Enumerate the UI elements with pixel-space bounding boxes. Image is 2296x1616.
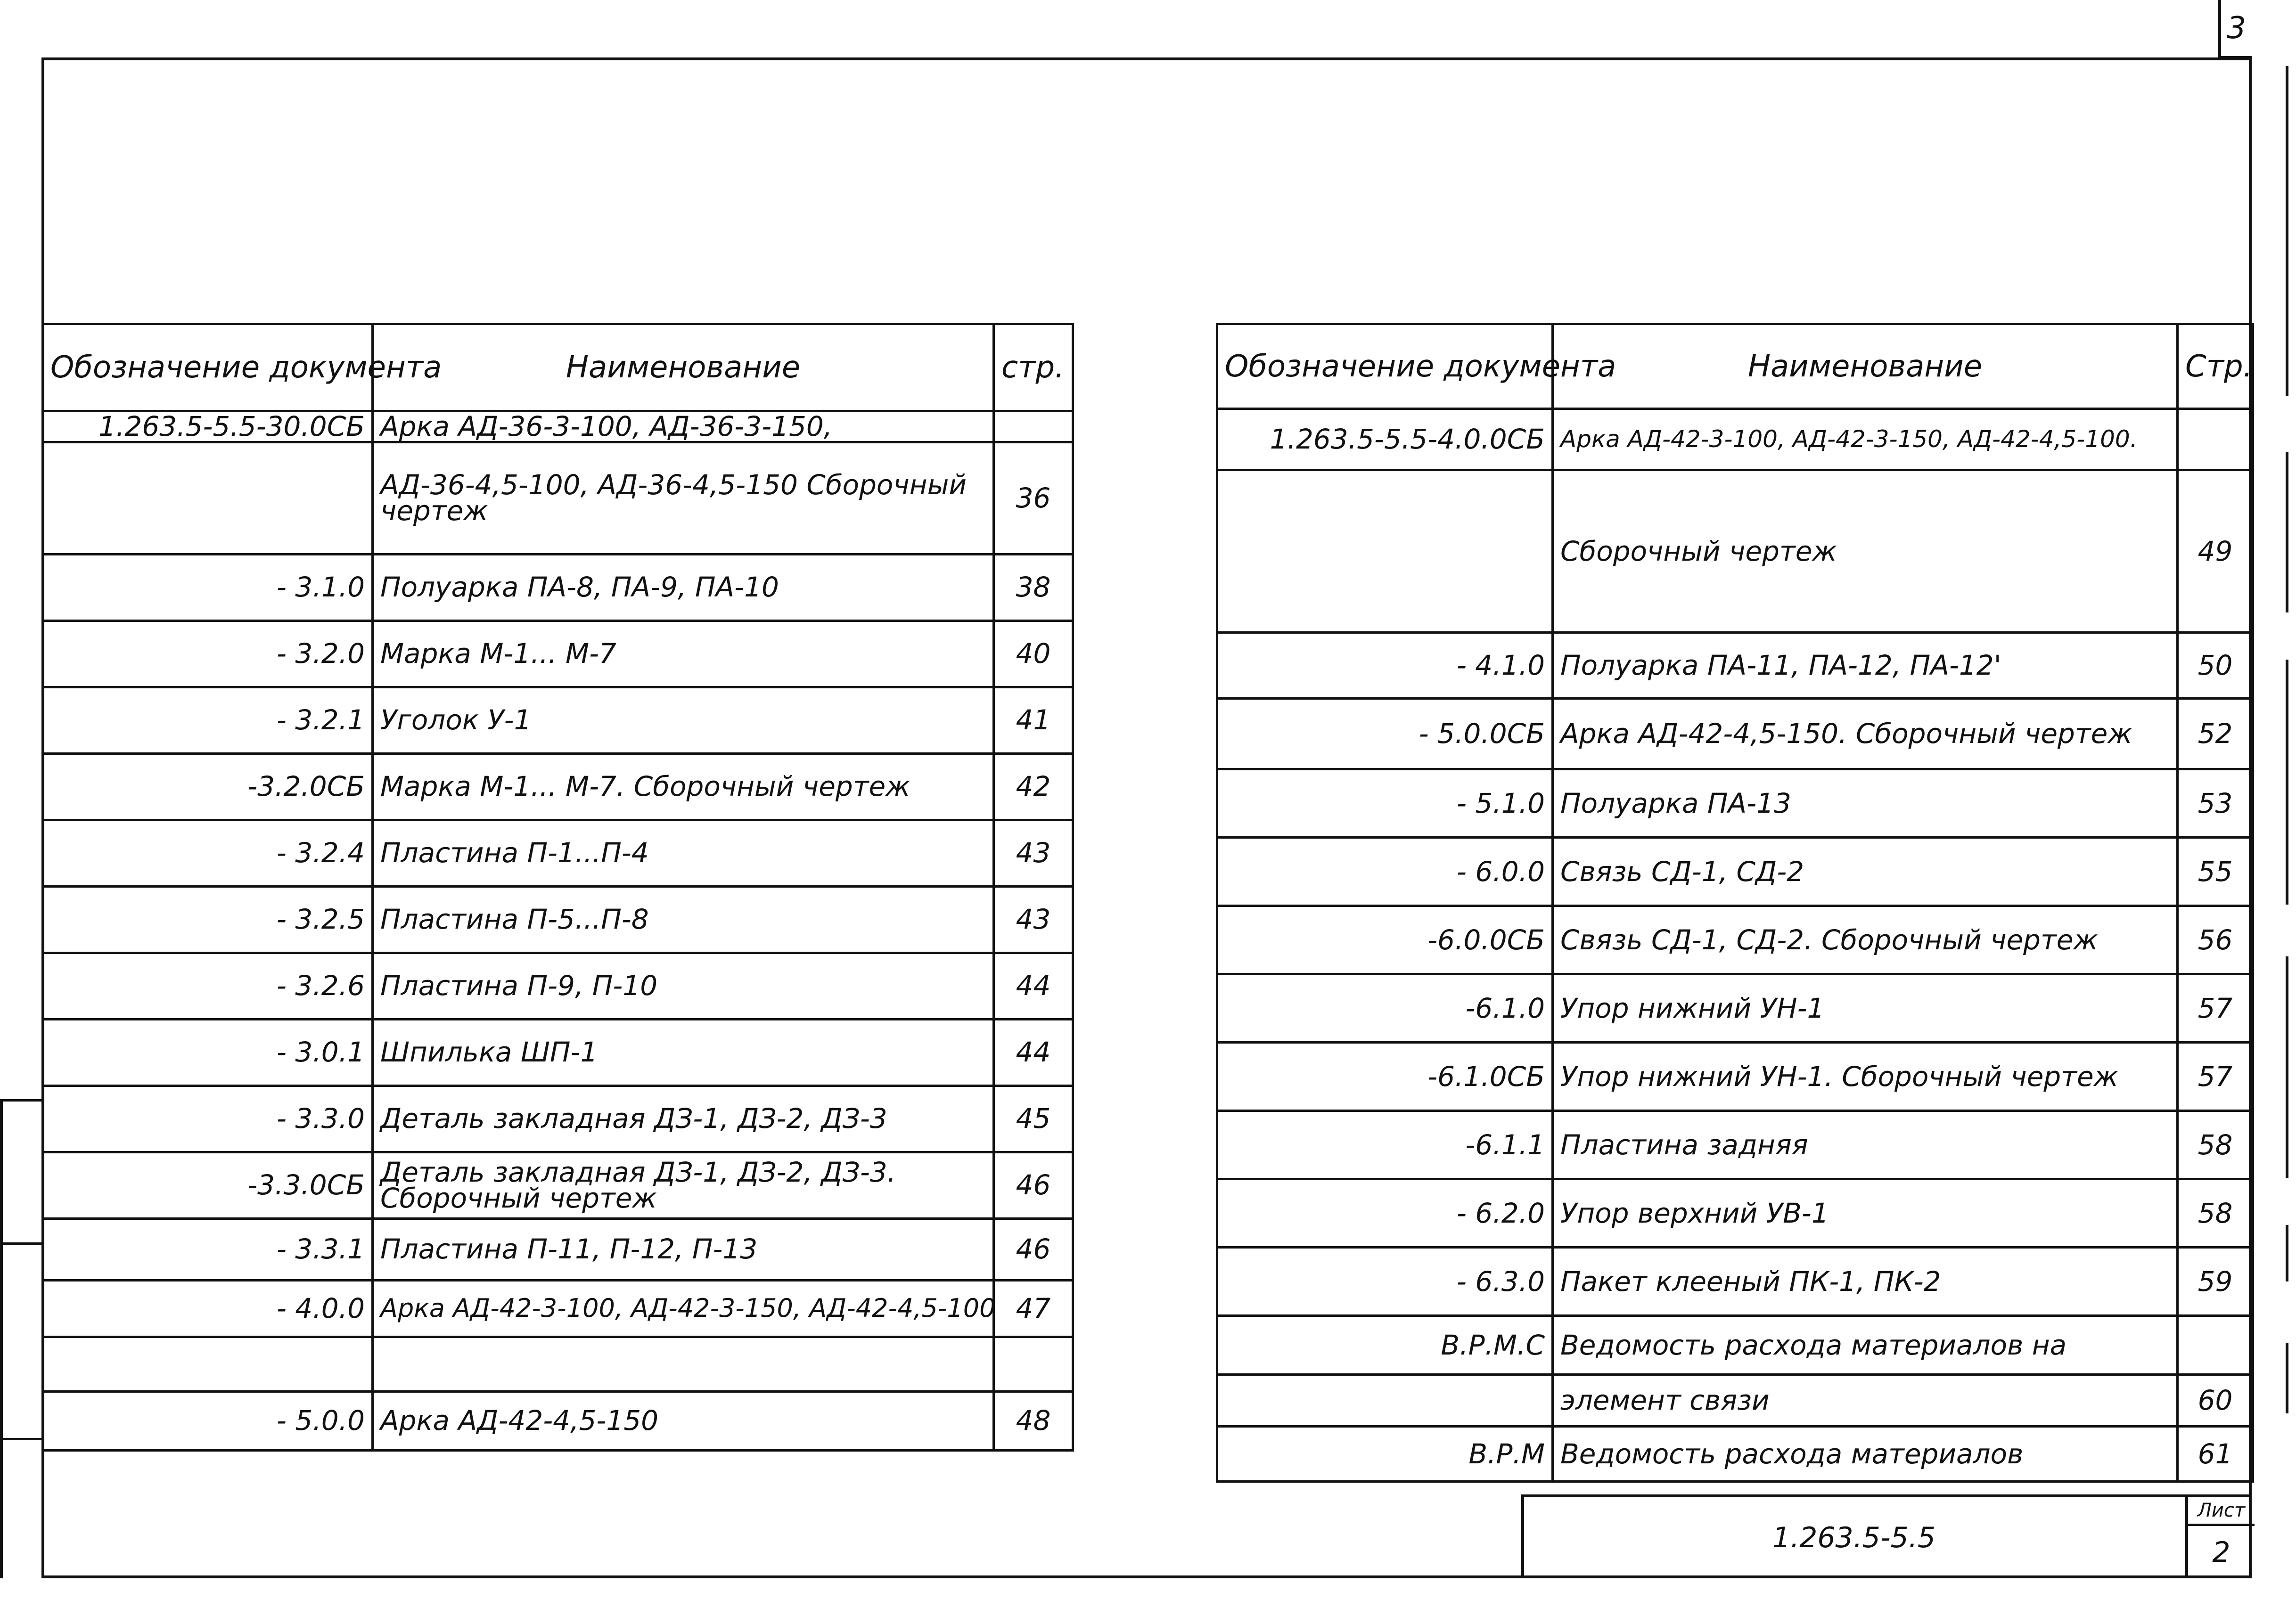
row-page: 52 [2178, 699, 2253, 769]
row-designation: - 3.1.0 [43, 554, 373, 620]
side-stamp-line-1 [0, 1099, 41, 1102]
row-designation: - 5.1.0 [1217, 769, 1553, 838]
header-name: Наименование [373, 324, 994, 411]
row-designation: В.Р.М [1217, 1427, 1553, 1482]
row-name: Упор нижний УН-1. Сборочный чертеж [1553, 1043, 2178, 1111]
row-name: Ведомость расхода материалов на [1553, 1316, 2178, 1375]
row-page: 36 [994, 442, 1073, 554]
row-name: Связь СД-1, СД-2. Сборочный чертеж [1553, 906, 2178, 974]
row-designation: - 3.3.1 [43, 1218, 373, 1280]
row-name: Арка АД-42-4,5-150 [373, 1391, 994, 1450]
side-stamp-line-3 [0, 1438, 41, 1440]
row-page [994, 411, 1073, 442]
row-designation: - 5.0.0СБ [1217, 699, 1553, 769]
table-row [1217, 1043, 2253, 1111]
side-stamp-line-2 [0, 1242, 41, 1245]
row-designation: 1.263.5-5.5-30.0СБ [43, 411, 373, 442]
row-name: Сборочный чертеж [1553, 470, 2178, 633]
table-row [43, 1218, 1073, 1280]
row-name: АД-36-4,5-100, АД-36-4,5-150 Сборочный чертеж [373, 442, 994, 554]
row-name: Пластина П-5...П-8 [373, 886, 994, 953]
row-designation: - 4.0.0 [43, 1280, 373, 1337]
table-row [43, 953, 1073, 1019]
row-page: 41 [994, 687, 1073, 753]
table-row [1217, 906, 2253, 974]
row-designation: -3.3.0СБ [43, 1152, 373, 1218]
edge-mark-4 [2286, 956, 2288, 1178]
row-name: Полуарка ПА-8, ПА-9, ПА-10 [373, 554, 994, 620]
table-row [1217, 1179, 2253, 1248]
row-page: 55 [2178, 838, 2253, 906]
table-row [1217, 470, 2253, 633]
table-row [43, 687, 1073, 753]
row-name: Деталь закладная ДЗ-1, ДЗ-2, ДЗ-3 [373, 1085, 994, 1152]
table-row [43, 620, 1073, 687]
row-name: элемент связи [1553, 1375, 2178, 1427]
row-name: Полуарка ПА-11, ПА-12, ПА-12' [1553, 633, 2178, 699]
title-block [1521, 1494, 2252, 1578]
row-page: 56 [2178, 906, 2253, 974]
left-table [41, 323, 1074, 1452]
row-designation: - 3.2.6 [43, 953, 373, 1019]
row-name: Пластина П-1...П-4 [373, 820, 994, 886]
sheet-label: Лист [2188, 1497, 2255, 1526]
row-designation: - 3.3.0 [43, 1085, 373, 1152]
row-designation: - 3.2.0 [43, 620, 373, 687]
row-page: 60 [2178, 1375, 2253, 1427]
row-page: 48 [994, 1391, 1073, 1450]
row-page: 49 [2178, 470, 2253, 633]
table-row [43, 554, 1073, 620]
row-page: 44 [994, 1019, 1073, 1085]
row-name: Марка М-1... М-7. Сборочный чертеж [373, 753, 994, 820]
row-name: Арка АД-42-4,5-150. Сборочный чертеж [1553, 699, 2178, 769]
table-row [1217, 974, 2253, 1043]
edge-mark-6 [2286, 1343, 2288, 1413]
header-designation: Обозначение документа [1217, 324, 1553, 409]
row-page: 58 [2178, 1179, 2253, 1248]
row-name: Марка М-1... М-7 [373, 620, 994, 687]
row-designation: 1.263.5-5.5-4.0.0СБ [1217, 409, 1553, 470]
row-page: 59 [2178, 1248, 2253, 1316]
table-row [1217, 1375, 2253, 1427]
table-row [43, 886, 1073, 953]
row-name: Арка АД-42-3-100, АД-42-3-150, АД-42-4,5-100. [1553, 409, 2178, 470]
header-designation: Обозначение документа [43, 324, 373, 411]
table-row [43, 411, 1073, 442]
side-stamp-border [0, 1099, 3, 1578]
row-page: 47 [994, 1280, 1073, 1337]
row-name: Пакет клееный ПК-1, ПК-2 [1553, 1248, 2178, 1316]
row-name: Пластина задняя [1553, 1111, 2178, 1179]
row-designation [43, 442, 373, 554]
row-designation: - 3.2.5 [43, 886, 373, 953]
row-page: 42 [994, 753, 1073, 820]
row-designation [43, 1337, 373, 1391]
table-row [1217, 838, 2253, 906]
row-name: Пластина П-11, П-12, П-13 [373, 1218, 994, 1280]
page-number: 3 [2218, 0, 2252, 59]
row-page: 45 [994, 1085, 1073, 1152]
table-row [43, 1280, 1073, 1337]
table-row [1217, 1316, 2253, 1375]
row-page: 50 [2178, 633, 2253, 699]
row-designation: - 5.0.0 [43, 1391, 373, 1450]
header-name: Наименование [1553, 324, 2178, 409]
row-page: 44 [994, 953, 1073, 1019]
header-page: стр. [994, 324, 1073, 411]
row-page: 46 [994, 1218, 1073, 1280]
row-page [994, 1337, 1073, 1391]
table-row [1217, 633, 2253, 699]
row-name: Полуарка ПА-13 [1553, 769, 2178, 838]
row-designation: -6.1.0 [1217, 974, 1553, 1043]
row-name: Арка АД-42-3-100, АД-42-3-150, АД-42-4,5-100 [373, 1280, 994, 1337]
row-designation: В.Р.М.С [1217, 1316, 1553, 1375]
table-row [1217, 409, 2253, 470]
right-table [1216, 323, 2254, 1483]
document-code: 1.263.5-5.5 [1772, 1521, 1936, 1554]
table-row [43, 1391, 1073, 1450]
table-row [43, 442, 1073, 554]
row-designation: - 3.2.1 [43, 687, 373, 753]
row-page: 43 [994, 886, 1073, 953]
row-page: 46 [994, 1152, 1073, 1218]
row-designation: - 6.3.0 [1217, 1248, 1553, 1316]
row-name: Шпилька ШП-1 [373, 1019, 994, 1085]
row-designation: -6.0.0СБ [1217, 906, 1553, 974]
row-name: Ведомость расхода материалов [1553, 1427, 2178, 1482]
right-header-row [1217, 324, 2253, 409]
row-name: Связь СД-1, СД-2 [1553, 838, 2178, 906]
table-row [1217, 699, 2253, 769]
row-name: Пластина П-9, П-10 [373, 953, 994, 1019]
row-page: 57 [2178, 1043, 2253, 1111]
row-designation: -6.1.1 [1217, 1111, 1553, 1179]
edge-mark-2 [2286, 452, 2288, 612]
row-page [2178, 409, 2253, 470]
table-row [1217, 1111, 2253, 1179]
table-row [43, 1019, 1073, 1085]
table-row [1217, 1427, 2253, 1482]
row-page: 38 [994, 554, 1073, 620]
edge-mark-3 [2286, 660, 2288, 905]
table-row [43, 820, 1073, 886]
row-designation: - 4.1.0 [1217, 633, 1553, 699]
row-page: 57 [2178, 974, 2253, 1043]
row-designation: -3.2.0СБ [43, 753, 373, 820]
row-name: Арка АД-36-3-100, АД-36-3-150, [373, 411, 994, 442]
edge-mark-5 [2286, 1225, 2288, 1281]
row-name: Деталь закладная ДЗ-1, ДЗ-2, ДЗ-3. Сборочный чертеж [373, 1152, 994, 1218]
table-row [1217, 1248, 2253, 1316]
row-name: Упор верхний УВ-1 [1553, 1179, 2178, 1248]
row-page: 53 [2178, 769, 2253, 838]
row-page [2178, 1316, 2253, 1375]
sheet-number: 2 [2212, 1536, 2230, 1569]
edge-mark-1 [2286, 66, 2288, 396]
row-name: Упор нижний УН-1 [1553, 974, 2178, 1043]
row-designation: - 3.2.4 [43, 820, 373, 886]
table-row [43, 1152, 1073, 1218]
row-designation: - 6.2.0 [1217, 1179, 1553, 1248]
left-header-row [43, 324, 1073, 411]
row-page: 58 [2178, 1111, 2253, 1179]
row-designation: - 6.0.0 [1217, 838, 1553, 906]
header-page: Стр. [2178, 324, 2253, 409]
row-name [373, 1337, 994, 1391]
row-page: 40 [994, 620, 1073, 687]
row-designation [1217, 470, 1553, 633]
table-row [43, 753, 1073, 820]
table-row [1217, 769, 2253, 838]
table-row [43, 1337, 1073, 1391]
sheet-cell [2185, 1497, 2255, 1578]
row-name: Уголок У-1 [373, 687, 994, 753]
row-designation [1217, 1375, 1553, 1427]
row-page: 43 [994, 820, 1073, 886]
row-designation: -6.1.0СБ [1217, 1043, 1553, 1111]
table-row [43, 1085, 1073, 1152]
row-page: 61 [2178, 1427, 2253, 1482]
row-designation: - 3.0.1 [43, 1019, 373, 1085]
